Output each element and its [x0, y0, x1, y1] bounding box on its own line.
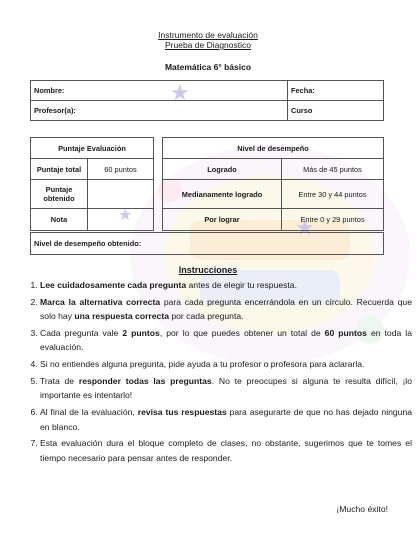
profesor-field[interactable]: Profesor(a): [31, 101, 288, 121]
nombre-field[interactable]: Nombre: [31, 81, 288, 101]
level-label: Logrado [163, 159, 282, 180]
obtained-level-table [30, 232, 384, 255]
list-item: 2. Marca la alternativa correcta para cada pregunta encerrándola en un círculo. Recuerda que solo hay una respuesta correcta por cada pregunta. [40, 295, 412, 324]
list-item: 6. Al final de la evaluación, revisa tus respuestas para asegurarte de que no has dejado ninguna en blanco. [40, 405, 412, 434]
level-table-header: Nivel de desempeño [163, 138, 384, 159]
level-range: Entre 30 y 44 puntos [282, 180, 384, 209]
document-title: Instrumento de evaluación [158, 30, 258, 40]
list-item: 3. Cada pregunta vale 2 puntos, por lo que puedes obtener un total de 60 puntos en toda la evaluación. [40, 326, 412, 355]
score-obtained-field[interactable] [88, 180, 154, 209]
star-icon: ★ [170, 80, 190, 105]
star-icon: ★ [118, 207, 133, 224]
list-item: 4. Si no entiendes alguna pregunta, pide ayuda a tu profesor o profesora para aclararla. [40, 357, 412, 371]
score-total-label: Puntaje total [31, 159, 88, 180]
list-item: 7. Esta evaluación dura el bloque completo de clases, no obstante, sugerimos que te tomes el tiempo necesario para pensar antes de responder. [40, 436, 412, 465]
closing-message: ¡Mucho éxito! [336, 504, 388, 514]
performance-level-table [162, 137, 384, 231]
student-info-table [30, 80, 384, 121]
list-item: 1. Lee cuidadosamente cada pregunta antes de elegir tu respuesta. [40, 278, 412, 292]
obtained-level-field[interactable]: Nivel de desempeño obtenido: [31, 233, 384, 255]
curso-field[interactable]: Curso [288, 101, 384, 121]
score-table-header: Puntaje Evaluación [31, 138, 154, 159]
score-obtained-label: Puntaje obtenido [31, 180, 88, 209]
level-range: Entre 0 y 29 puntos [282, 209, 384, 231]
level-range: Más de 45 puntos [282, 159, 384, 180]
instructions-title: Instrucciones [178, 265, 238, 275]
subject-title: Matemática 6° básico [164, 62, 252, 72]
fecha-field[interactable]: Fecha: [288, 81, 384, 101]
score-table [30, 137, 154, 231]
level-label: Por lograr [163, 209, 282, 231]
star-icon: ★ [295, 215, 315, 240]
grade-field[interactable] [88, 209, 154, 231]
score-total-value: 60 puntos [88, 159, 154, 180]
level-label: Medianamente logrado [163, 180, 282, 209]
document-subtitle: Prueba de Diagnostico [164, 40, 251, 50]
list-item: 5. Trata de responder todas las preguntas. No te preocupes si alguna te resulta difícil, ¡lo importante es intentarlo! [40, 374, 412, 403]
grade-label: Nota [31, 209, 88, 231]
instructions-list [14, 278, 412, 468]
